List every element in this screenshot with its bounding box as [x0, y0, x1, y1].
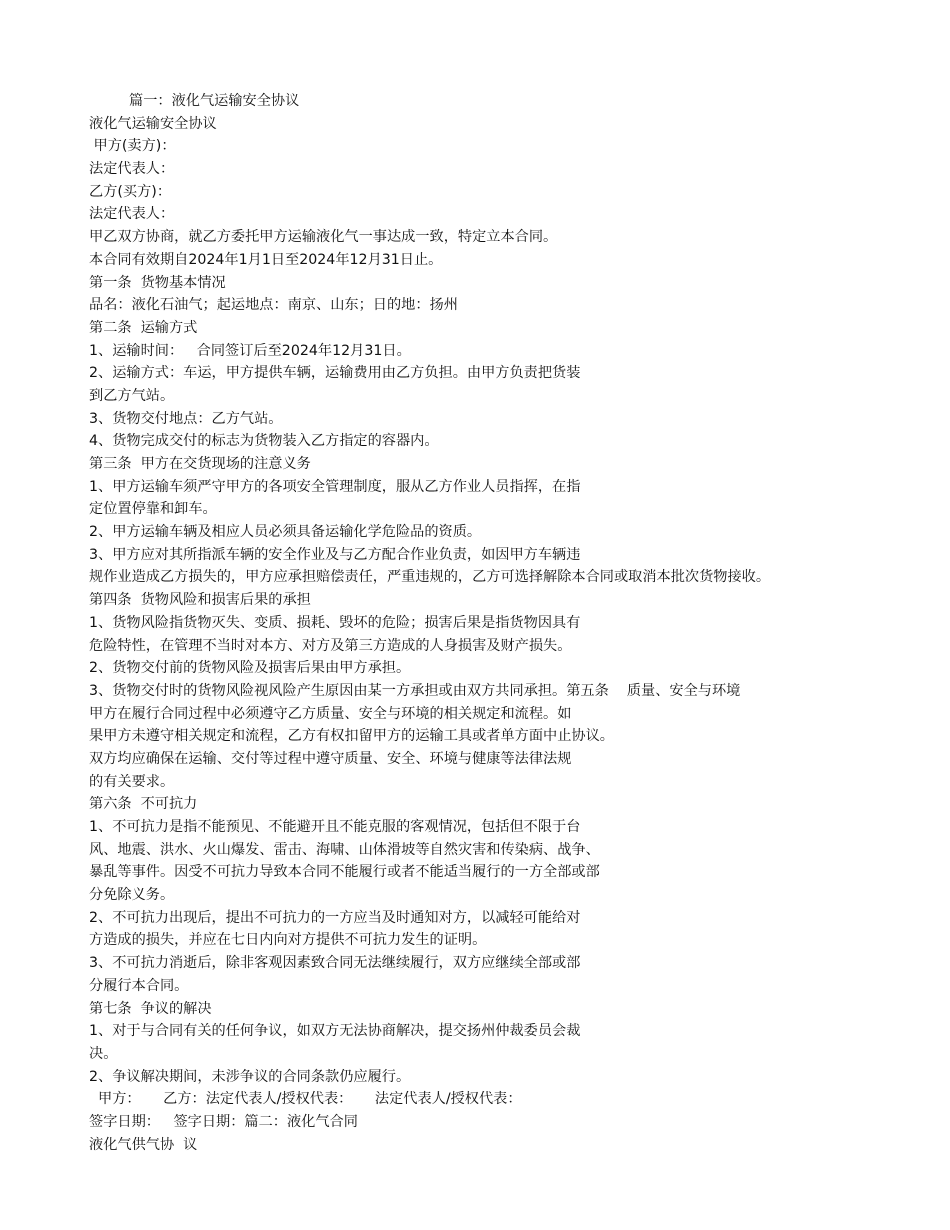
text-line: 法定代表人：	[89, 161, 175, 178]
text-line: 本合同有效期自2024年1月1日至2024年12月31日止。	[89, 251, 443, 268]
section-heading: 第四条 货物风险和损害后果的承担	[89, 592, 311, 609]
text-line: 暴乱等事件。因受不可抗力导致本合同不能履行或者不能适当履行的一方全部或部	[89, 864, 600, 881]
document-heading: 篇一：液化气运输安全协议	[129, 93, 300, 109]
text-line: 甲方(卖方)：	[89, 138, 176, 155]
text-line: 规作业造成乙方损失的，甲方应承担赔偿责任，严重违规的，乙方可选择解除本合同或取消本批次货物接收。	[89, 569, 771, 586]
text-line: 双方均应确保在运输、交付等过程中遵守质量、安全、环境与健康等法律法规	[89, 750, 572, 767]
text-line: 1、不可抗力是指不能预见、不能避开且不能克服的客观情况，包括但不限于台	[89, 819, 581, 835]
text-line: 4、货物完成交付的标志为货物装入乙方指定的容器内。	[89, 433, 439, 450]
text-line: 方造成的损失，并应在七日内向对方提供不可抗力发生的证明。	[89, 932, 487, 949]
text-line: 甲方在履行合同过程中必须遵守乙方质量、安全与环境的相关规定和流程。如	[89, 705, 572, 722]
section-heading: 第一条 货物基本情况	[89, 274, 226, 291]
text-line: 3、不可抗力消逝后，除非客观因素致合同无法继续履行，双方应继续全部或部	[89, 955, 581, 972]
text-line: 到乙方气站。	[89, 387, 175, 404]
section-heading: 第三条 甲方在交货现场的注意义务	[89, 456, 311, 472]
signature-date-line: 签字日期： 签字日期：篇二：液化气合同	[89, 1113, 358, 1130]
text-line: 1、运输时间： 合同签订后至2024年12月31日。	[89, 342, 411, 359]
document-body	[89, 90, 909, 1156]
text-line: 品名：液化石油气；起运地点：南京、山东；日的地：扬州	[89, 297, 458, 314]
text-line: 2、运输方式：车运，甲方提供车辆，运输费用由乙方负担。由甲方负责把货装	[89, 365, 581, 382]
text-line: 定位置停靠和卸车。	[89, 501, 217, 518]
text-line: 3、甲方应对其所指派车辆的安全作业及与乙方配合作业负责，如因甲方车辆违	[89, 546, 581, 563]
text-line: 1、货物风险指货物灭失、变质、损耗、毁坏的危险；损害后果是指货物因具有	[89, 614, 581, 631]
text-line: 法定代表人：	[89, 206, 175, 223]
contract-title: 液化气运输安全协议	[89, 115, 217, 132]
text-line: 分履行本合同。	[89, 977, 189, 994]
section-heading: 第二条 运输方式	[89, 319, 198, 336]
text-line: 危险特性，在管理不当时对本方、对方及第三方造成的人身损害及财产损失。	[89, 637, 572, 654]
text-line: 2、货物交付前的货物风险及损害后果由甲方承担。	[89, 660, 411, 677]
text-line: 1、甲方运输车须严守甲方的各项安全管理制度，服从乙方作业人员指挥，在指	[89, 478, 581, 495]
text-line: 液化气供气协 议	[89, 1136, 198, 1153]
text-line: 2、甲方运输车辆及相应人员必须具备运输化学危险品的资质。	[89, 524, 482, 541]
text-line: 3、货物交付时的货物风险视风险产生原因由某一方承担或由双方共同承担。第五条 质量、安全与环境	[89, 682, 741, 699]
text-line: 分免除义务。	[89, 887, 175, 904]
section-heading: 第六条 不可抗力	[89, 796, 198, 813]
section-heading: 第七条 争议的解决	[89, 1000, 212, 1017]
text-line: 乙方(买方)：	[89, 183, 172, 200]
signature-line: 甲方： 乙方：法定代表人/授权代表： 法定代表人/授权代表：	[89, 1091, 522, 1108]
text-line: 决。	[89, 1045, 118, 1062]
text-line: 2、争议解决期间，未涉争议的合同条款仍应履行。	[89, 1068, 411, 1085]
text-line: 的有关要求。	[89, 773, 175, 790]
text-line: 2、不可抗力出现后，提出不可抗力的一方应当及时通知对方，以减轻可能给对	[89, 909, 581, 926]
text-line: 风、地震、洪水、火山爆发、雷击、海啸、山体滑坡等自然灾害和传染病、战争、	[89, 841, 600, 858]
text-line: 果甲方未遵守相关规定和流程，乙方有权扣留甲方的运输工具或者单方面中止协议。	[89, 728, 614, 745]
text-line: 1、对于与合同有关的任何争议，如双方无法协商解决，提交扬州仲裁委员会裁	[89, 1023, 581, 1040]
text-line: 甲乙双方协商，就乙方委托甲方运输液化气一事达成一致，特定立本合同。	[89, 229, 558, 246]
text-line: 3、货物交付地点：乙方气站。	[89, 410, 283, 427]
